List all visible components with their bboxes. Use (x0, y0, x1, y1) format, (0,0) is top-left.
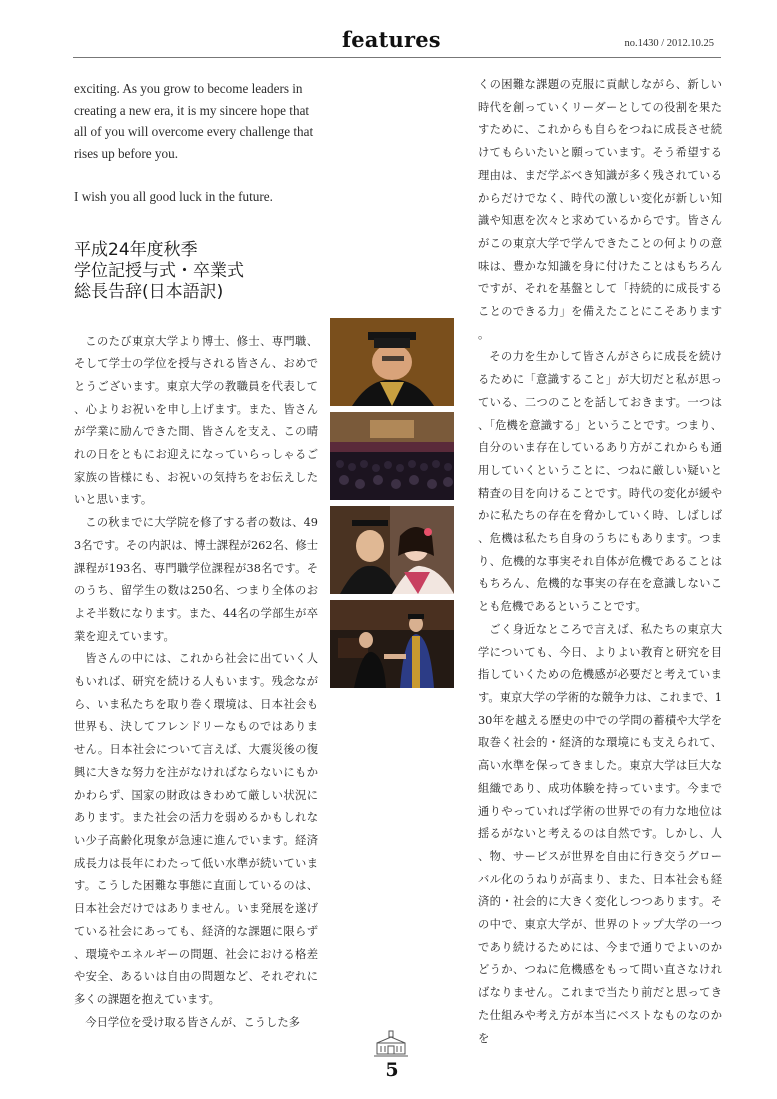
japanese-paragraph: ごく身近なところで言えば、私たちの東京大学についても、今日、よりよい教育と研究を目指していくための危機感が必要だと考えています。東京大学の学術的な競争力は、これまで、130年を越える歴史の中での学問の蓄積や大学を取巻く社会的・経済的な環境にも支えられて、高い水準を保ってきました。東京大学は巨大な組織であり、成功体験を持っています。今まで通りやっていれば学術の世界での有力な地位は揺るがないと考えるのは自然です。しかし、人、物、サービスが世界を自由に行き交うグローバル化のうねりが高まり、また、日本社会も経済的・社会的に大きく変化しつつあります。その中で、東京大学が、世界のトップ大学の一つであり続けるためには、今まで通りでよいのかどうか、つねに危機感をもって問い直さなければなりません。これまで当たり前だと思ってきた仕組みや考え方が本当にベストなものなのかを (478, 622, 722, 1045)
japanese-paragraph: 皆さんの中には、これから社会に出ていく人もいれば、研究を続ける人もいます。残念ながら、いま私たちを取り巻く環境は、日本社会も世界も、決してフレンドリーなものではありません。日本社会について言えば、大震災後の復興に大きな努力を注がなければならないにもかかわらず、国家の財政はきわめて厳しい状況にあります。また社会の活力を弱めるかもしれない少子高齢化現象が急速に進んでいます。経済成長力は長年にわたって低い水準が続いています。こうした困難な事態に直面しているのは、日本社会だけではありません。いま発展を遂げている社会にあっても、経済的な課題に限らず、環境やエネルギーの問題、社会における格差や安全、あるいは自由の問題など、それぞれに多くの課題を抱えています。 (74, 652, 318, 1006)
section-title: features (342, 27, 441, 52)
speech-title-line: 学位記授与式・卒業式 (74, 260, 244, 281)
page-number: 5 (385, 1059, 399, 1081)
speech-title (74, 240, 318, 303)
japanese-paragraph: 今日学位を受け取る皆さんが、こうした多 (85, 1015, 300, 1029)
japanese-paragraph: このたび東京大学より博士、修士、専門職、そして学士の学位を授与される皆さん、おめでとうございます。東京大学の教職員を代表して、心よりお祝いを申し上げます。また、皆さんが学業に励んできた間、皆さんを支え、この晴れの日をともにお迎えになっていらっしゃるご家族の皆様にも、お祝いの気持ちをお伝えしたいと思います。 (74, 334, 318, 507)
university-emblem-icon (373, 1030, 409, 1058)
japanese-paragraph: その力を生かして皆さんがさらに成長を続けるために「意識すること」が大切だと私が思っている、二つのことを話しておきます。一つは、「危機を意識する」ということです。つまり、自分のいま存在しているあり方がこれからも通用していくということに、つねに厳しい疑いと精査の目を向けることです。時代の変化が緩やかに私たちの存在を脅かしていく時、しばしば、危機は私たち自身のうちにもあります。つまり、危機的な事実それ自体が危機であることはもちろん、危機的な事実の存在を意識しないことも危機であるということです。 (478, 350, 722, 614)
english-paragraph: exciting. As you grow to become leaders in creating a new era, it is my sincere hope that all of you will overcome every challenge that rises up before you. (74, 81, 314, 162)
ceremony-hall-photo (330, 412, 454, 500)
speech-title-line: 平成24年度秋季 (74, 239, 198, 260)
left-column (74, 78, 318, 1034)
speech-title-line: 総長告辞(日本語訳) (74, 281, 224, 302)
issue-date: no.1430 / 2012.10.25 (624, 38, 714, 49)
photo-column (330, 318, 454, 694)
diploma-handshake-photo (330, 600, 454, 688)
japanese-paragraph: この秋までに大学院を修了する者の数は、493名です。その内訳は、博士課程が262名、修士課程が193名、専門職学位課程が38名です。そのうち、留学生の数は250名、つまり全体のおよそ半数になります。また、44名の学部生が卒業を迎えています。 (74, 516, 318, 643)
header-rule (73, 57, 721, 58)
japanese-paragraph: くの困難な課題の克服に貢献しながら、新しい時代を創っていくリーダーとしての役割を果たすために、これからも自らをつねに成長させ続けてもらいたいと願っています。そう希望する理由は、まだ学ぶべき知識が多く残されているからだけでなく、時代の激しい変化が新しい知識や知恵を次々と求めているからです。皆さんがこの東京大学で学んできたことの何よりの意味は、豊かな知識を身に付けたことはもちろんですが、それを基盤として「持続的に成長することのできる力」を備えたことにこそあります。 (478, 78, 722, 341)
english-paragraph: I wish you all good luck in the future. (74, 188, 273, 204)
graduates-photo (330, 506, 454, 594)
right-column (478, 74, 722, 1050)
president-speech-photo (330, 318, 454, 406)
